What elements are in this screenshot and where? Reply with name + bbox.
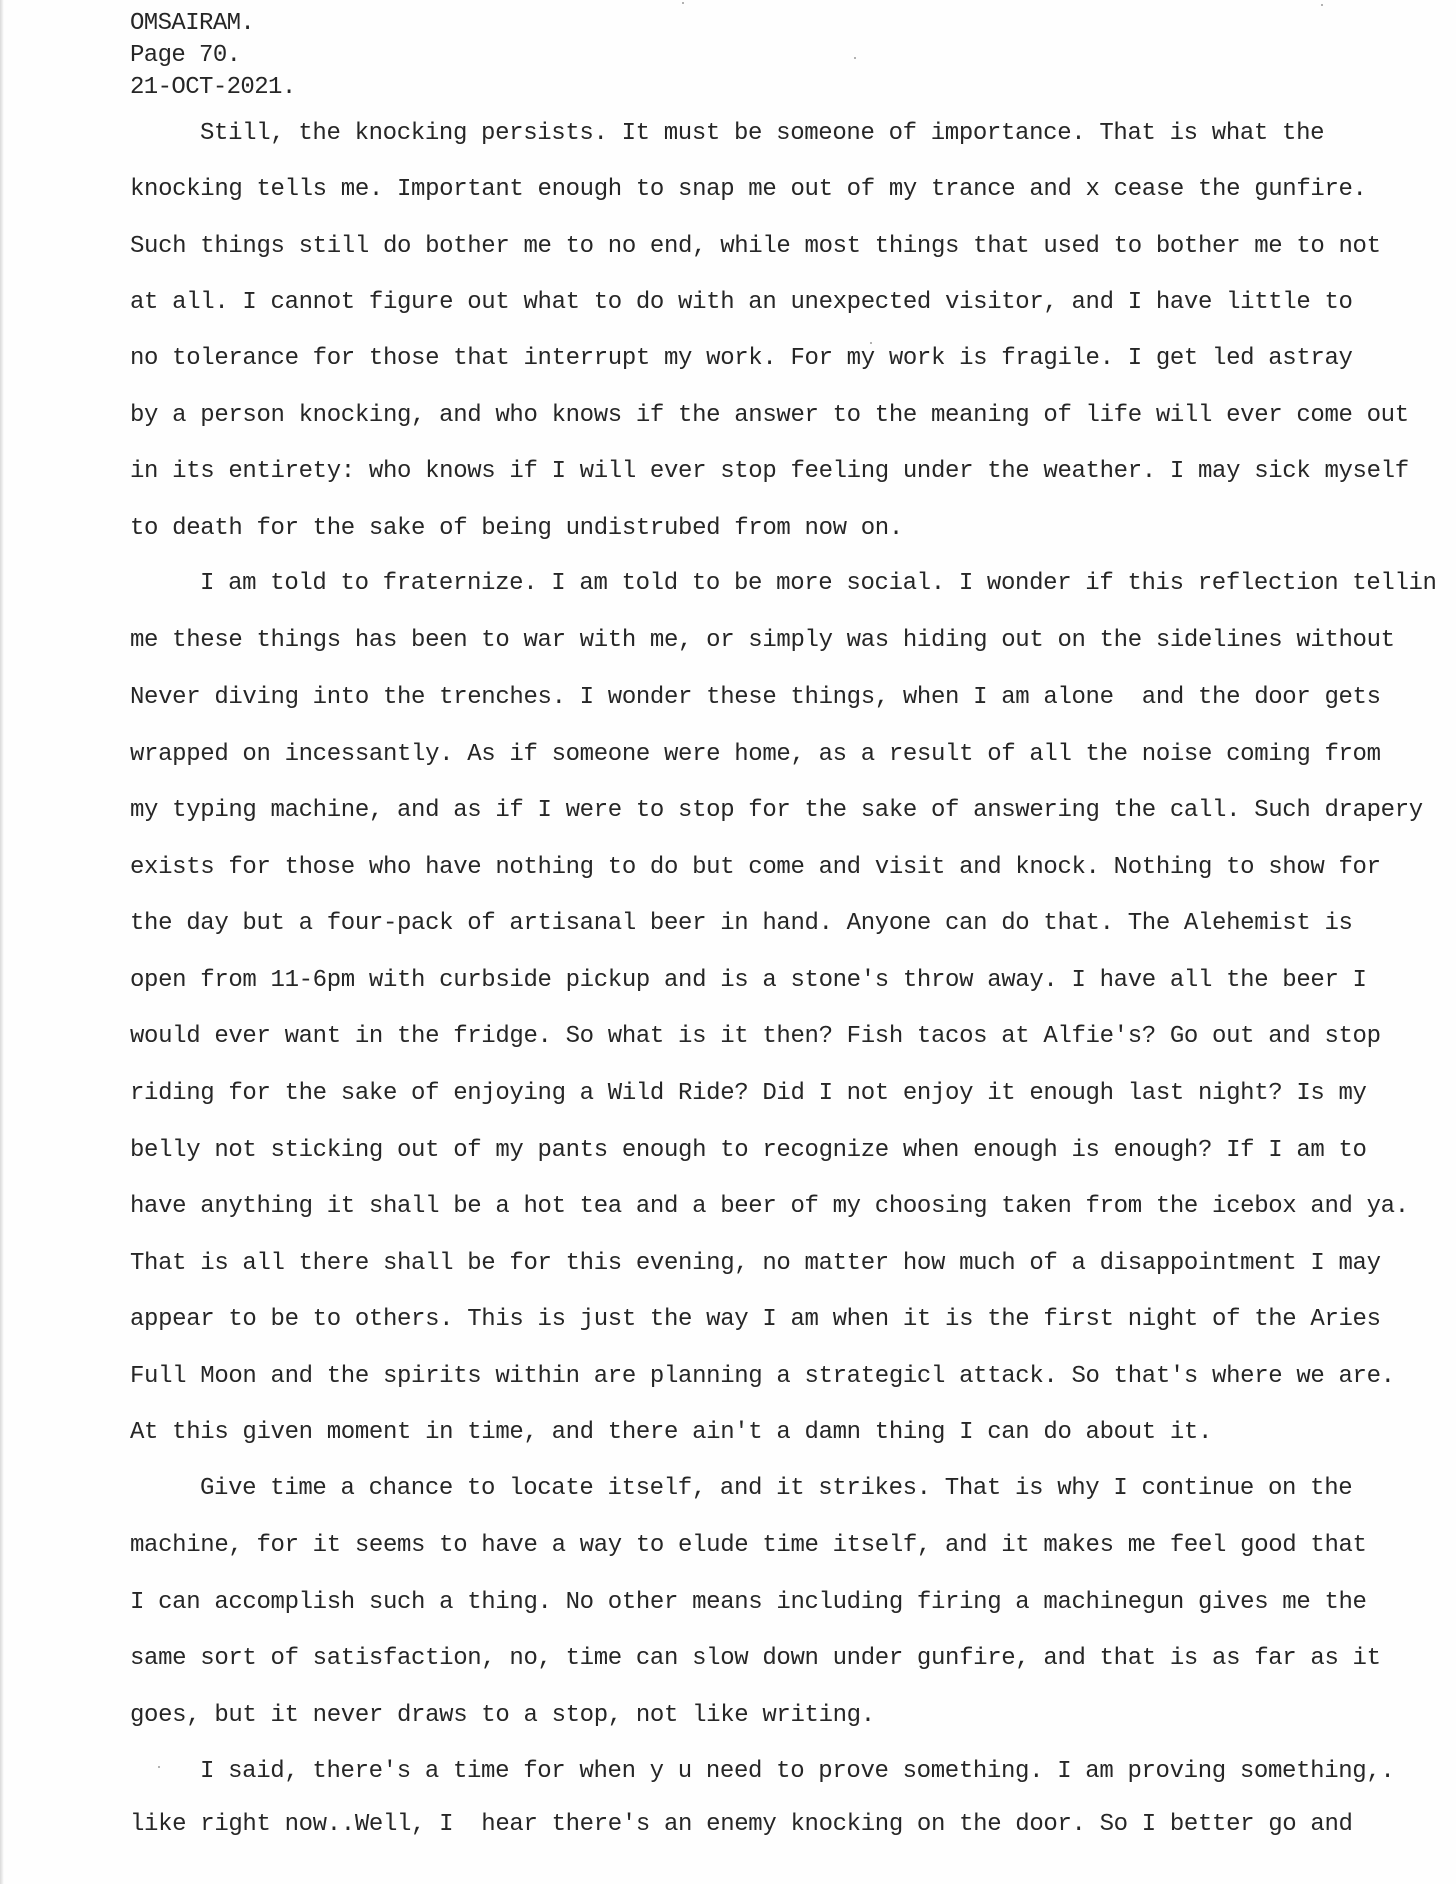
text-line: my typing machine, and as if I were to stop for the sake of answering the call. Such drapery (130, 797, 1423, 824)
text-line: same sort of satisfaction, no, time can slow down under gunfire, and that is as far as it (130, 1645, 1381, 1672)
text-line: Such things still do bother me to no end, while most things that used to bother me to not (130, 233, 1381, 260)
text-line: Never diving into the trenches. I wonder these things, when I am alone and the door gets (130, 684, 1381, 711)
text-line: no tolerance for those that interrupt my work. For my work is fragile. I get led astray (130, 345, 1353, 372)
text-line: machine, for it seems to have a way to elude time itself, and it makes me feel good that (130, 1532, 1367, 1559)
text-line: by a person knocking, and who knows if the answer to the meaning of life will ever come out (130, 402, 1409, 429)
text-line: I said, there's a time for when y u need to prove something. I am proving something,. (200, 1758, 1395, 1785)
text-line: open from 11-6pm with curbside pickup and is a stone's throw away. I have all the beer I (130, 967, 1367, 994)
scan-speck (854, 57, 856, 59)
text-line: belly not sticking out of my pants enough to recognize when enough is enough? If I am to (130, 1137, 1367, 1164)
text-line: goes, but it never draws to a stop, not like writing. (130, 1702, 875, 1729)
scan-speck (682, 2, 684, 4)
text-line: That is all there shall be for this evening, no matter how much of a disappointment I may (130, 1250, 1381, 1277)
scan-speck (158, 1766, 160, 1768)
header-date: 21-OCT-2021. (130, 74, 296, 101)
text-line: Give time a chance to locate itself, and it strikes. That is why I continue on the (200, 1475, 1353, 1502)
header-page-number: Page 70. (130, 42, 241, 69)
scan-edge (0, 0, 4, 1884)
text-line: would ever want in the fridge. So what is it then? Fish tacos at Alfie's? Go out and stop (130, 1023, 1381, 1050)
header-title: OMSAIRAM. (130, 10, 255, 37)
text-line: Still, the knocking persists. It must be someone of importance. That is what the (200, 120, 1325, 147)
text-line: to death for the sake of being undistrubed from now on. (130, 515, 903, 542)
page-header (130, 8, 296, 104)
text-line: exists for those who have nothing to do but come and visit and knock. Nothing to show for (130, 854, 1381, 881)
text-line: like right now..Well, I hear there's an enemy knocking on the door. So I better go and (130, 1811, 1353, 1838)
text-line: at all. I cannot figure out what to do with an unexpected visitor, and I have little to (130, 289, 1353, 316)
text-line: appear to be to others. This is just the way I am when it is the first night of the Aries (130, 1306, 1381, 1333)
text-line: the day but a four-pack of artisanal beer in hand. Anyone can do that. The Alehemist is (130, 910, 1353, 937)
scan-speck (870, 342, 872, 344)
text-line: in its entirety: who knows if I will ever stop feeling under the weather. I may sick myself (130, 458, 1409, 485)
text-line: have anything it shall be a hot tea and a beer of my choosing taken from the icebox and ya. (130, 1193, 1409, 1220)
text-line: me these things has been to war with me, or simply was hiding out on the sidelines without (130, 627, 1395, 654)
text-line: riding for the sake of enjoying a Wild Ride? Did I not enjoy it enough last night? Is my (130, 1080, 1367, 1107)
text-line: wrapped on incessantly. As if someone were home, as a result of all the noise coming from (130, 741, 1381, 768)
scan-speck (1321, 4, 1323, 6)
text-line: At this given moment in time, and there ain't a damn thing I can do about it. (130, 1419, 1213, 1446)
text-line: Full Moon and the spirits within are planning a strategicl attack. So that's where we are. (130, 1363, 1395, 1390)
text-line: I am told to fraternize. I am told to be more social. I wonder if this reflection tellin (200, 570, 1437, 597)
text-line: knocking tells me. Important enough to snap me out of my trance and x cease the gunfire. (130, 176, 1367, 203)
text-line: I can accomplish such a thing. No other means including firing a machinegun gives me the (130, 1589, 1367, 1616)
